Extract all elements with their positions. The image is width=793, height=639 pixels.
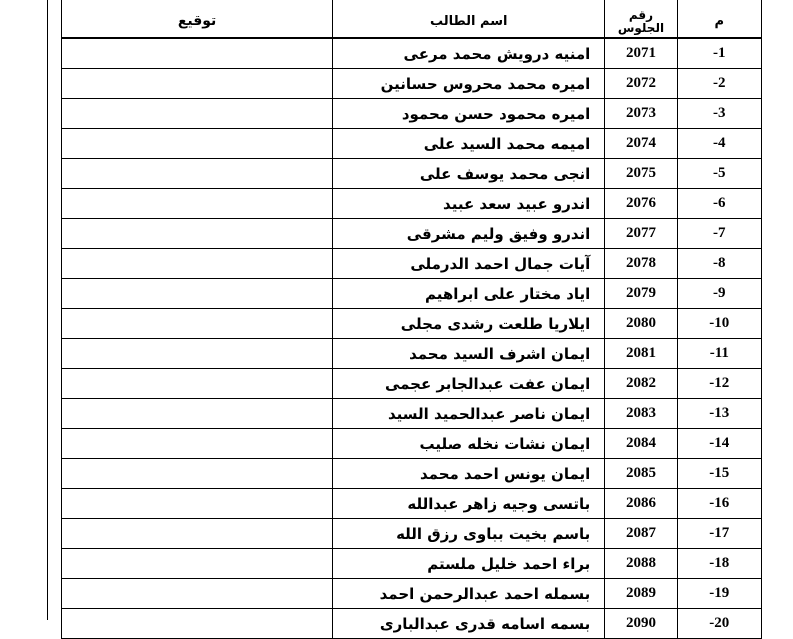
row-index-cell: -9 <box>677 279 761 309</box>
seat-number-cell: 2079 <box>605 279 677 309</box>
seat-number-cell: 2088 <box>605 549 677 579</box>
seat-number-cell: 2083 <box>605 399 677 429</box>
signature-cell <box>62 459 333 489</box>
seat-number-cell: 2084 <box>605 429 677 459</box>
table-row <box>62 38 762 69</box>
seat-number-cell: 2086 <box>605 489 677 519</box>
table-row <box>62 219 762 249</box>
signature-cell <box>62 129 333 159</box>
seat-number-column-header <box>605 0 677 38</box>
student-name-cell: امنيه درويش محمد مرعى <box>333 38 605 69</box>
row-index-cell: -2 <box>677 69 761 99</box>
signature-cell <box>62 309 333 339</box>
row-index-cell: -20 <box>677 609 761 639</box>
signature-cell <box>62 579 333 609</box>
table-row <box>62 519 762 549</box>
row-index-cell: -16 <box>677 489 761 519</box>
seat-header-line1: رقم <box>628 8 654 22</box>
signature-cell <box>62 219 333 249</box>
row-index-cell: -8 <box>677 249 761 279</box>
row-index-cell: -11 <box>677 339 761 369</box>
seat-number-cell: 2074 <box>605 129 677 159</box>
seat-number-cell: 2071 <box>605 38 677 69</box>
table-row <box>62 309 762 339</box>
row-index-cell: -15 <box>677 459 761 489</box>
student-name-cell: ايمان اشرف السيد محمد <box>333 339 605 369</box>
student-name-cell: انجى محمد يوسف على <box>333 159 605 189</box>
table-row <box>62 609 762 639</box>
signature-cell <box>62 429 333 459</box>
row-index-cell: -1 <box>677 38 761 69</box>
table-row <box>62 489 762 519</box>
table-row <box>62 189 762 219</box>
student-name-cell: اميره محمد محروس حسانين <box>333 69 605 99</box>
table-row <box>62 399 762 429</box>
row-index-cell: -14 <box>677 429 761 459</box>
table-row <box>62 159 762 189</box>
seat-number-cell: 2075 <box>605 159 677 189</box>
seat-number-cell: 2080 <box>605 309 677 339</box>
table-row <box>62 99 762 129</box>
signature-cell <box>62 369 333 399</box>
signature-cell <box>62 489 333 519</box>
seat-number-cell: 2077 <box>605 219 677 249</box>
signature-cell <box>62 159 333 189</box>
signature-cell <box>62 249 333 279</box>
student-name-cell: براء احمد خليل ملستم <box>333 549 605 579</box>
table-row <box>62 549 762 579</box>
seat-header-line2: الجلوس <box>617 21 665 35</box>
student-name-column-header: اسم الطالب <box>333 0 605 38</box>
table-header-row <box>62 0 762 38</box>
row-index-cell: -19 <box>677 579 761 609</box>
signature-cell <box>62 38 333 69</box>
signature-cell <box>62 549 333 579</box>
row-index-cell: -5 <box>677 159 761 189</box>
row-index-cell: -6 <box>677 189 761 219</box>
student-name-cell: باتسى وجيه زاهر عبدالله <box>333 489 605 519</box>
student-name-cell: ايلاريا طلعت رشدى مجلى <box>333 309 605 339</box>
index-column-header: م <box>677 0 761 38</box>
student-name-cell: اميمه محمد السيد على <box>333 129 605 159</box>
seat-number-cell: 2090 <box>605 609 677 639</box>
seat-number-cell: 2081 <box>605 339 677 369</box>
student-name-cell: ايمان ناصر عبدالحميد السيد <box>333 399 605 429</box>
row-index-cell: -18 <box>677 549 761 579</box>
row-index-cell: -4 <box>677 129 761 159</box>
signature-cell <box>62 339 333 369</box>
signature-cell <box>62 399 333 429</box>
signature-cell <box>62 99 333 129</box>
student-name-cell: ايمان يونس احمد محمد <box>333 459 605 489</box>
seat-number-cell: 2078 <box>605 249 677 279</box>
student-name-cell: ايمان نشات نخله صليب <box>333 429 605 459</box>
row-index-cell: -7 <box>677 219 761 249</box>
student-name-cell: اندرو وفيق وليم مشرقى <box>333 219 605 249</box>
table-row <box>62 69 762 99</box>
page-margin-rule <box>47 0 48 620</box>
seat-number-cell: 2082 <box>605 369 677 399</box>
seat-number-cell: 2076 <box>605 189 677 219</box>
table-row <box>62 339 762 369</box>
row-index-cell: -17 <box>677 519 761 549</box>
seat-number-cell: 2073 <box>605 99 677 129</box>
signature-cell <box>62 189 333 219</box>
student-name-cell: آيات جمال احمد الدرملى <box>333 249 605 279</box>
student-name-cell: بسمه اسامه قدرى عبدالبارى <box>333 609 605 639</box>
signature-cell <box>62 609 333 639</box>
student-name-cell: بسمله احمد عبدالرحمن احمد <box>333 579 605 609</box>
table-row <box>62 249 762 279</box>
table-row <box>62 459 762 489</box>
student-name-cell: اندرو عبيد سعد عبيد <box>333 189 605 219</box>
student-attendance-table <box>61 0 762 639</box>
student-name-cell: اياد مختار على ابراهيم <box>333 279 605 309</box>
seat-number-cell: 2087 <box>605 519 677 549</box>
seat-number-cell: 2085 <box>605 459 677 489</box>
table-row <box>62 429 762 459</box>
student-name-cell: باسم بخيت بباوى رزق الله <box>333 519 605 549</box>
table-row <box>62 579 762 609</box>
row-index-cell: -3 <box>677 99 761 129</box>
student-name-cell: اميره محمود حسن محمود <box>333 99 605 129</box>
signature-cell <box>62 279 333 309</box>
seat-number-cell: 2072 <box>605 69 677 99</box>
signature-column-header: توقيع <box>62 0 333 38</box>
student-name-cell: ايمان عفت عبدالجابر عجمى <box>333 369 605 399</box>
seat-number-cell: 2089 <box>605 579 677 609</box>
table-row <box>62 129 762 159</box>
table-row <box>62 279 762 309</box>
row-index-cell: -12 <box>677 369 761 399</box>
table-row <box>62 369 762 399</box>
signature-cell <box>62 519 333 549</box>
row-index-cell: -13 <box>677 399 761 429</box>
row-index-cell: -10 <box>677 309 761 339</box>
signature-cell <box>62 69 333 99</box>
